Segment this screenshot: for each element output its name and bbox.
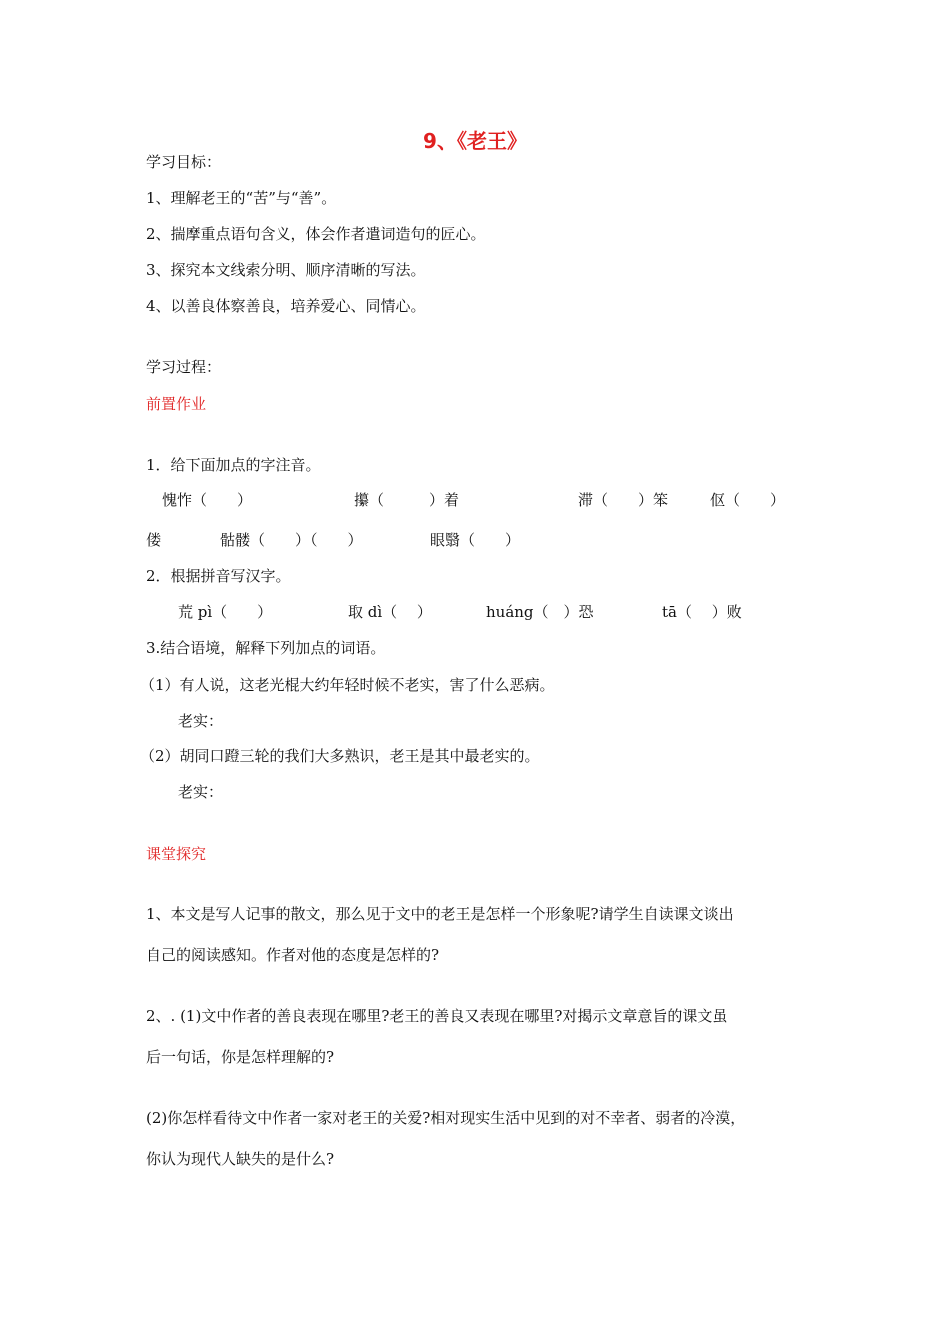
class-heading: 课堂探究 <box>146 845 207 863</box>
q2-item: 荒 pì（ ） <box>178 603 273 621</box>
preview-heading: 前置作业 <box>146 395 207 413</box>
process-heading: 学习过程： <box>146 358 222 376</box>
q1-item: 伛（ ） <box>710 491 786 509</box>
class-q1-line-1: 1、本文是写人记事的散文，那么见于文中的老王是怎样一个形象呢?请学生自读课文谈出 <box>146 905 734 923</box>
q1-prompt: 1．给下面加点的字注音。 <box>146 456 321 474</box>
objectives-heading: 学习目标： <box>146 153 222 171</box>
objective-item-4: 4、以善良体察善良，培养爱心、同情心。 <box>146 297 426 315</box>
q1-item: 滞（ ）笨 <box>578 491 669 509</box>
q1-item: 眼翳（ ） <box>430 531 521 549</box>
q1-item: 攥（ ）着 <box>354 491 460 509</box>
q2-item: tā（ ）败 <box>662 603 742 621</box>
q1-item: 骷髅（ ）（ ） <box>220 531 363 549</box>
objective-item-2: 2、揣摩重点语句含义，体会作者遣词造句的匠心。 <box>146 225 486 243</box>
q1-item: 愧怍（ ） <box>162 491 253 509</box>
q3-answer-1: 老实： <box>178 712 224 730</box>
q2-item: 取 dì（ ） <box>348 603 432 621</box>
class-q1-line-2: 自己的阅读感知。作者对他的态度是怎样的? <box>146 946 440 964</box>
q3-sentence-1: （1）有人说，这老光棍大约年轻时候不老实，害了什么恶病。 <box>140 676 555 694</box>
q2-item: huáng（ ）恐 <box>486 603 594 621</box>
q1-item: 偻 <box>146 531 162 549</box>
objective-item-1: 1、理解老王的“苦”与“善”。 <box>146 189 337 207</box>
q3-answer-2: 老实： <box>178 783 224 801</box>
q2-prompt: 2．根据拼音写汉字。 <box>146 567 291 585</box>
document-title: 9、《老王》 <box>423 129 527 153</box>
class-q2-line-1: 2、. (1)文中作者的善良表现在哪里?老王的善良又表现在哪里?对揭示文章意旨的课文虽 <box>146 1007 728 1025</box>
q3-prompt: 3.结合语境，解释下列加点的词语。 <box>146 639 386 657</box>
objective-item-3: 3、探究本文线索分明、顺序清晰的写法。 <box>146 261 426 279</box>
q3-sentence-2: （2）胡同口蹬三轮的我们大多熟识，老王是其中最老实的。 <box>140 747 540 765</box>
class-q3-line-2: 你认为现代人缺失的是什么? <box>146 1150 335 1168</box>
class-q2-line-2: 后一句话，你是怎样理解的? <box>146 1048 335 1066</box>
class-q3-line-1: (2)你怎样看待文中作者一家对老王的关爱?相对现实生活中见到的对不幸者、弱者的冷漠， <box>146 1109 746 1127</box>
